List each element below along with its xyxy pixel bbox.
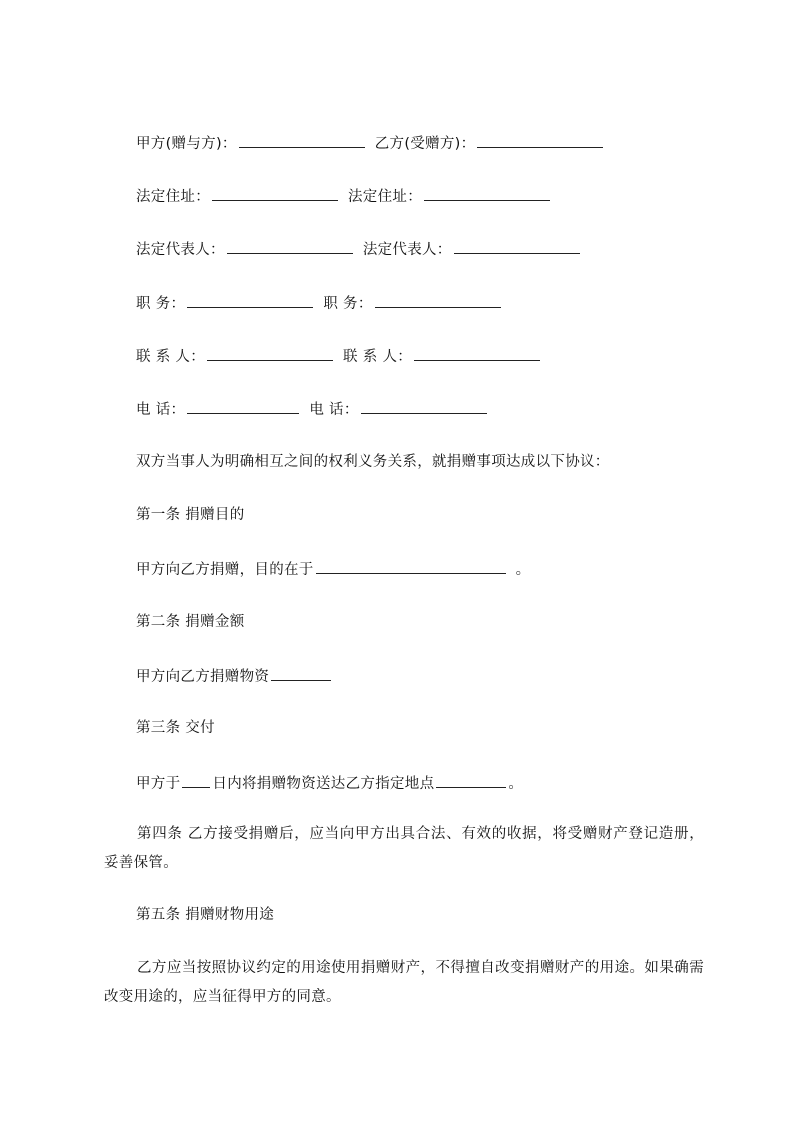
position-row — [136, 292, 503, 314]
article1-heading: 第一条 捐赠目的 — [136, 507, 245, 523]
article2-body — [136, 665, 333, 687]
article2-heading: 第二条 捐赠金额 — [136, 614, 245, 630]
article3-body-suffix: 。 — [508, 776, 524, 792]
party-name-row — [136, 132, 605, 154]
donor-phone-label: 电 话： — [136, 402, 186, 418]
donor-contact-blank[interactable] — [207, 345, 333, 361]
donor-label: 甲方(赠与方)： — [136, 136, 237, 152]
donee-representative-label: 法定代表人： — [362, 242, 452, 258]
donor-phone-blank[interactable] — [187, 398, 299, 414]
donor-representative-label: 法定代表人： — [136, 242, 225, 258]
article3-body-middle: 日内将捐赠物资送达乙方指定地点 — [212, 776, 435, 792]
article1-body-suffix: 。 — [515, 562, 531, 578]
donee-name-blank[interactable] — [477, 132, 603, 148]
donee-contact-blank[interactable] — [414, 345, 540, 361]
donee-address-blank[interactable] — [424, 185, 550, 201]
article3-body — [136, 772, 523, 794]
donee-phone-label: 电 话： — [309, 402, 359, 418]
article2-amount-blank[interactable] — [271, 665, 331, 681]
donee-label: 乙方(受赠方)： — [374, 136, 476, 152]
donee-phone-blank[interactable] — [361, 398, 487, 414]
phone-row — [136, 398, 489, 420]
donee-position-label: 职 务： — [323, 296, 373, 312]
article3-location-blank[interactable] — [436, 772, 506, 788]
intro-text: 双方当事人为明确相互之间的权利义务关系，就捐赠事项达成以下协议： — [136, 454, 610, 470]
representative-row — [136, 238, 582, 260]
article3-days-blank[interactable] — [182, 772, 210, 788]
article1-purpose-blank[interactable] — [316, 558, 506, 574]
article2-body-prefix: 甲方向乙方捐赠物资 — [136, 669, 270, 685]
donor-contact-label: 联 系 人： — [136, 349, 206, 365]
article1-body — [136, 558, 530, 580]
donor-position-label: 职 务： — [136, 296, 186, 312]
donor-name-blank[interactable] — [239, 132, 365, 148]
contact-row — [136, 345, 542, 367]
article5-paragraph: 乙方应当按照协议约定的用途使用捐赠财产，不得擅自改变捐赠财产的用途。如果确需改变用途的，应当征得甲方的同意。 — [104, 960, 704, 1005]
donor-position-blank[interactable] — [187, 292, 313, 308]
donor-representative-blank[interactable] — [227, 238, 353, 254]
donee-contact-label: 联 系 人： — [343, 349, 413, 365]
article3-body-prefix: 甲方于 — [136, 776, 181, 792]
donee-address-label: 法定住址： — [348, 189, 422, 205]
donor-address-blank[interactable] — [212, 185, 338, 201]
donee-position-blank[interactable] — [375, 292, 501, 308]
article4-paragraph: 第四条 乙方接受捐赠后，应当向甲方出具合法、有效的收据，将受赠财产登记造册，妥善保管。 — [104, 826, 704, 871]
address-row — [136, 185, 552, 207]
donee-representative-blank[interactable] — [454, 238, 580, 254]
donor-address-label: 法定住址： — [136, 189, 210, 205]
article1-body-prefix: 甲方向乙方捐赠，目的在于 — [136, 562, 314, 578]
article3-heading: 第三条 交付 — [136, 720, 215, 736]
article5-heading: 第五条 捐赠财物用途 — [136, 907, 275, 923]
